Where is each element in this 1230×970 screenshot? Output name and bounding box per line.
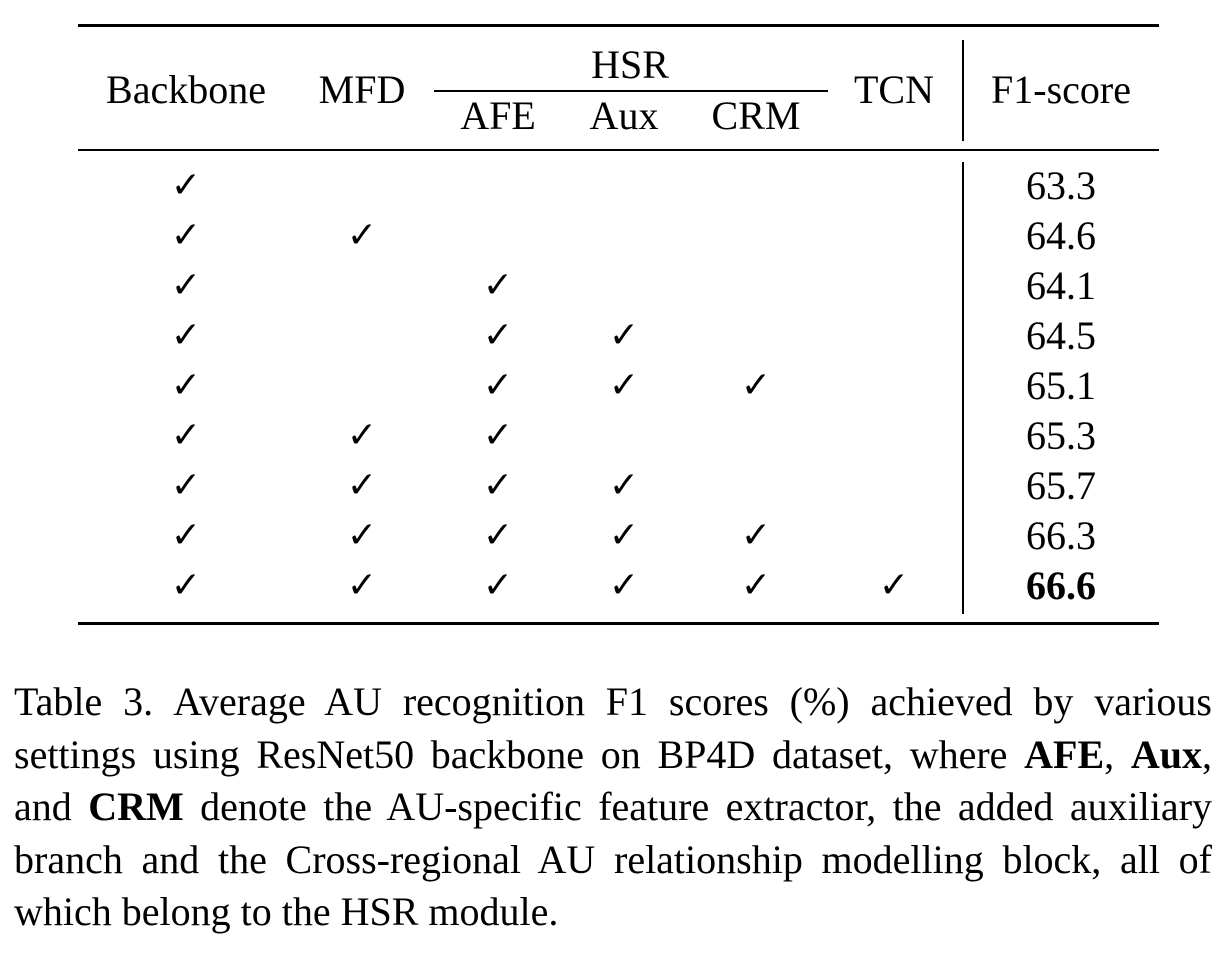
header-backbone: Backbone: [106, 67, 266, 112]
check-icon: ✓: [482, 315, 514, 356]
check-icon: ✓: [608, 315, 640, 356]
top-rule: [78, 24, 1159, 27]
header-mfd: MFD: [318, 67, 406, 112]
check-icon: ✓: [346, 465, 378, 506]
check-icon: ✓: [482, 465, 514, 506]
f1-score-cell: 64.6: [1026, 213, 1096, 258]
check-icon: ✓: [740, 515, 772, 556]
table-caption: [14, 676, 1212, 939]
bottom-rule: [78, 622, 1159, 625]
f1-score-cell: 65.3: [1026, 413, 1096, 458]
check-icon: ✓: [346, 415, 378, 456]
f1-score-cell: 66.6: [1026, 563, 1096, 608]
caption-text-1: Average AU recognition F1 scores (%) achieved by various settings using ResNet50 backbone on BP4D dataset, where: [14, 679, 1212, 777]
header-aux: Aux: [589, 93, 659, 138]
check-icon: ✓: [170, 315, 202, 356]
check-icon: ✓: [740, 565, 772, 606]
check-icon: ✓: [608, 365, 640, 406]
check-icon: ✓: [608, 565, 640, 606]
caption-crm: CRM: [88, 784, 184, 829]
check-icon: ✓: [740, 365, 772, 406]
check-icon: ✓: [346, 215, 378, 256]
f1-score-cell: 65.7: [1026, 463, 1096, 508]
check-icon: ✓: [482, 515, 514, 556]
check-icon: ✓: [608, 465, 640, 506]
f1-score-cell: 64.1: [1026, 263, 1096, 308]
check-icon: ✓: [170, 515, 202, 556]
check-icon: ✓: [170, 365, 202, 406]
header-afe: AFE: [460, 93, 536, 138]
caption-label: Table 3.: [14, 679, 154, 724]
check-icon: ✓: [346, 565, 378, 606]
f1-score-cell: 65.1: [1026, 363, 1096, 408]
f1-score-cell: 63.3: [1026, 163, 1096, 208]
header-tcn: TCN: [854, 67, 934, 112]
f1-divider-header: [962, 40, 964, 141]
caption-sep-1: ,: [1104, 731, 1115, 777]
header-rule: [78, 149, 1159, 151]
check-icon: ✓: [170, 165, 202, 206]
header-crm: CRM: [711, 93, 801, 138]
check-icon: ✓: [482, 565, 514, 606]
f1-divider-body: [962, 162, 964, 614]
header-f1: F1-score: [991, 67, 1131, 112]
check-icon: ✓: [170, 565, 202, 606]
check-icon: ✓: [482, 365, 514, 406]
check-icon: ✓: [482, 265, 514, 306]
f1-score-cell: 64.5: [1026, 313, 1096, 358]
check-icon: ✓: [878, 565, 910, 606]
caption-aux: Aux: [1130, 731, 1203, 777]
f1-score-cell: 66.3: [1026, 513, 1096, 558]
check-icon: ✓: [482, 415, 514, 456]
caption-afe: AFE: [1024, 731, 1105, 777]
caption-text-2: denote the AU-specific feature extractor, the added auxiliary branch and the Cross-regional AU relationship modelling block, all of which belong to the HSR module.: [14, 784, 1213, 934]
hsr-underline: [434, 90, 828, 92]
check-icon: ✓: [170, 415, 202, 456]
check-icon: ✓: [608, 515, 640, 556]
check-icon: ✓: [170, 465, 202, 506]
check-icon: ✓: [170, 215, 202, 256]
caption-sep-2: , and: [14, 731, 1213, 829]
check-icon: ✓: [346, 515, 378, 556]
check-icon: ✓: [170, 265, 202, 306]
header-hsr: HSR: [591, 42, 669, 87]
